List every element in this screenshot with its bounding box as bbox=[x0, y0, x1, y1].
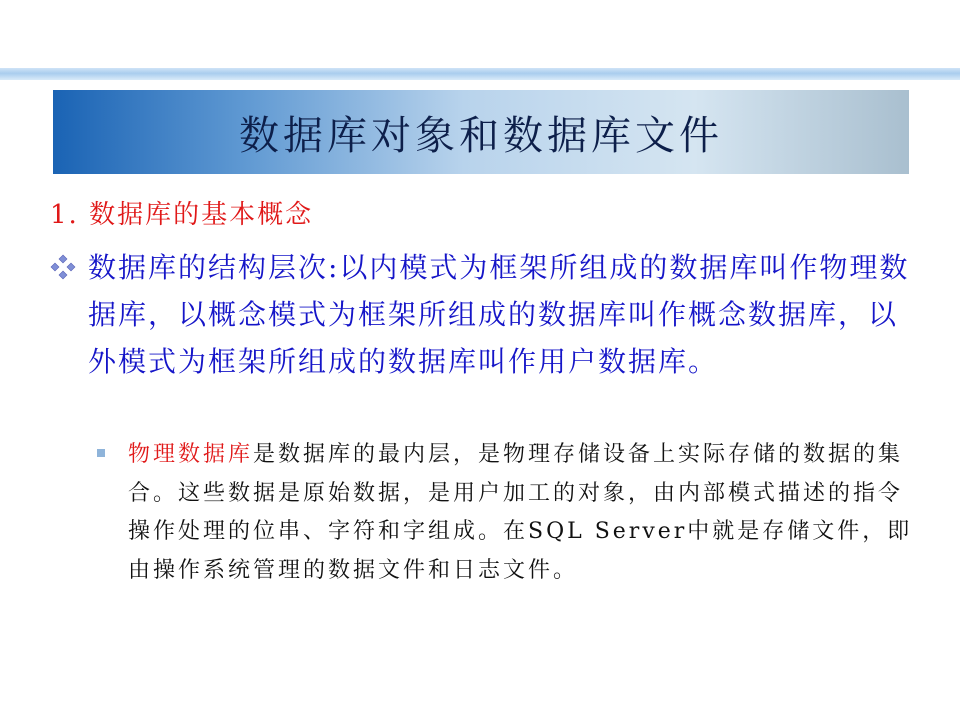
square-bullet-icon bbox=[97, 449, 105, 457]
diamond-bullet-icon bbox=[50, 254, 76, 280]
section-heading: 1. 数据库的基本概念 bbox=[50, 200, 314, 230]
highlight-term: 物理数据库 bbox=[128, 442, 254, 467]
bullet-level-1 bbox=[50, 244, 920, 385]
slide-title: 数据库对象和数据库文件 bbox=[239, 112, 723, 159]
title-banner bbox=[53, 90, 909, 174]
bullet-2-body: 是数据库的最内层，是物理存储设备上实际存储的数据的集合。这些数据是原始数据，是用户加工的对象，由内部模式描述的指令操作处理的位串、字符和字组成。在SQL Server中就是存储文件，即由操作系统管理的数据文件和日志文件。 bbox=[128, 442, 913, 583]
header-band bbox=[0, 68, 960, 80]
bullet-1-text: 数据库的结构层次:以内模式为框架所组成的数据库叫作物理数据库，以概念模式为框架所组成的数据库叫作概念数据库，以外模式为框架所组成的数据库叫作用户数据库。 bbox=[88, 251, 910, 378]
bullet-level-2 bbox=[95, 436, 915, 590]
bullet-2-text bbox=[128, 436, 915, 590]
